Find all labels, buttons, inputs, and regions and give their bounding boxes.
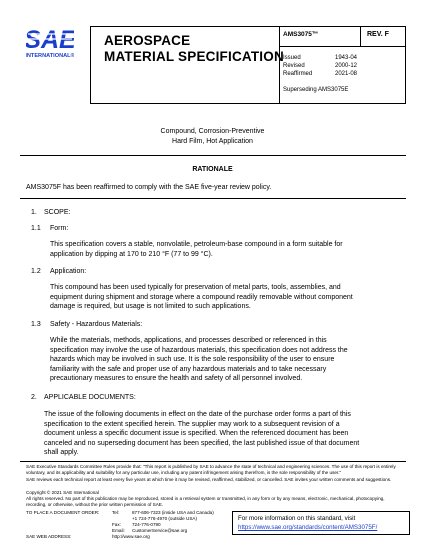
doc-type-line1: AEROSPACE <box>104 33 191 48</box>
sae-logo-icon <box>26 26 74 60</box>
footer-legal-1: SAE Executive Standards Committee Rules provide that: "This report is published by SAE to advance the state of technical and engineering sciences. The use of this report is entirely voluntary, and its applicability and suitability for any particular use, including any patent infringement arising therefrom, is the sole responsibility of the user." <box>26 464 396 475</box>
section-1-3-title: Safety - Hazardous Materials: <box>50 321 143 328</box>
subject-line2: Hard Film, Hot Application <box>172 138 253 145</box>
section-1-2-text <box>50 283 390 312</box>
section-2-title: APPLICABLE DOCUMENTS: <box>44 394 136 401</box>
section-1-3-line: precautionary measures to ensure the health and safety of all personnel involved. <box>50 375 303 383</box>
section-2-line: specification to the extent specified herein. The supplier may work to a subsequent revision of a <box>44 420 340 428</box>
web-value[interactable]: http://www.sae.org <box>112 534 150 539</box>
tel-value: 877-606-7323 (inside USA and Canada) <box>132 510 214 515</box>
section-1-3-line: hazards which may be involved in such use. It is the sole responsibility of the user to ensure <box>50 356 335 364</box>
more-info-text: For more information on this standard, visit <box>238 515 356 522</box>
more-info-link[interactable]: https://www.sae.org/standards/content/AMS3075F/ <box>238 524 378 531</box>
tel2-value: +1 724-776-4970 (outside USA) <box>132 516 197 521</box>
footer-copyright: Copyright © 2021 SAE International <box>26 490 99 495</box>
fax-value: 724-776-0790 <box>132 522 161 527</box>
fax-label: Fax: <box>112 522 121 527</box>
issued-value: 1943-04 <box>335 55 358 61</box>
section-2-number: 2. <box>31 394 37 401</box>
section-2-line: document unless a specific document issue is specified. When the referenced document has been <box>44 430 349 438</box>
logo-letters: SAE <box>26 26 74 54</box>
section-2-line: shall apply. <box>44 449 79 457</box>
issued-label: Issued <box>283 55 301 61</box>
tel-label: Tel: <box>112 510 120 515</box>
doc-number: AMS3075™ <box>283 31 319 38</box>
doc-type-line2: MATERIAL SPECIFICATION <box>104 49 284 64</box>
section-1-title: SCOPE: <box>44 209 71 216</box>
superseding-note: Superseding AMS3075E <box>283 87 349 93</box>
rationale-heading: RATIONALE <box>192 166 233 173</box>
footer-divider <box>20 461 406 462</box>
section-1-1-line: application by dipping at 170 to 210 °F (77 to 99 °C). <box>50 250 213 258</box>
section-1-2-number: 1.2 <box>31 268 41 275</box>
section-1-1-title: Form: <box>50 225 69 232</box>
section-1-2-line: damage is required, but usage is not limited to such applications. <box>50 303 251 311</box>
section-1-3-number: 1.3 <box>31 321 41 328</box>
revision: REV. F <box>367 31 389 38</box>
section-1-1-text <box>50 240 390 259</box>
logo-tagline: INTERNATIONAL® <box>26 53 74 59</box>
sae-logo <box>26 26 74 60</box>
rationale-text: AMS3075F has been reaffirmed to comply with the SAE five-year review policy. <box>26 184 272 191</box>
web-label: SAE WEB ADDRESS: <box>26 534 72 539</box>
email-label: Email: <box>112 528 125 533</box>
order-label: TO PLACE A DOCUMENT ORDER: <box>26 510 100 515</box>
section-1-2-title: Application: <box>50 268 87 275</box>
section-1-2-line: This compound has been used typically for preservation of metal parts, tools, assemblies, and <box>50 284 341 291</box>
email-value[interactable]: CustomerService@sae.org <box>132 528 188 533</box>
section-1-1-line: This specification covers a stable, nonvolatile, petroleum-base compound in a form suitable for <box>50 241 343 248</box>
header-divider <box>279 26 280 104</box>
footer-legal-3: All rights reserved. No part of this publication may be reproduced, stored in a retrieval system or transmitted, in any form or by any means, electronic, mechanical, photocopying, recording, or otherwise, without the prior written permission of SAE. <box>26 496 385 507</box>
reaffirmed-value: 2021-08 <box>335 71 358 77</box>
revised-label: Revised <box>283 63 305 69</box>
subject-line1: Compound, Corrosion-Preventive <box>160 128 265 135</box>
subject-divider <box>20 155 406 156</box>
section-2-line: canceled and no superseding document has been specified, the last published issue of that document <box>44 439 360 447</box>
revised-value: 2000-12 <box>335 63 358 69</box>
header-divider-rev <box>360 26 361 46</box>
section-1-3-text <box>50 336 390 384</box>
reaffirmed-label: Reaffirmed <box>283 71 313 77</box>
section-1-3-line: familiarity with the safe and proper use of any hazardous materials and to take necessary <box>50 365 327 373</box>
section-1-number: 1. <box>31 209 37 216</box>
section-1-2-line: equipment during shipment and storage where a compound readily removable without component <box>50 293 353 301</box>
section-2-line: The issue of the following documents in effect on the date of the purchase order forms a part of this <box>44 411 351 418</box>
section-1-3-line: specification may involve the use of hazardous materials, this specification does not address the <box>50 346 348 354</box>
section-1-1-number: 1.1 <box>31 225 41 232</box>
section-2-text <box>44 410 396 458</box>
header-divider-horizontal <box>279 46 406 47</box>
section-1-3-line: While the materials, methods, applications, and processes described or referenced in this <box>50 337 327 344</box>
rationale-divider <box>20 198 406 199</box>
footer-legal-2: SAE reviews each technical report at least every five years at which time it may be revised, reaffirmed, stabilized, or cancelled. SAE invites your written comments and suggestions. <box>26 477 392 482</box>
